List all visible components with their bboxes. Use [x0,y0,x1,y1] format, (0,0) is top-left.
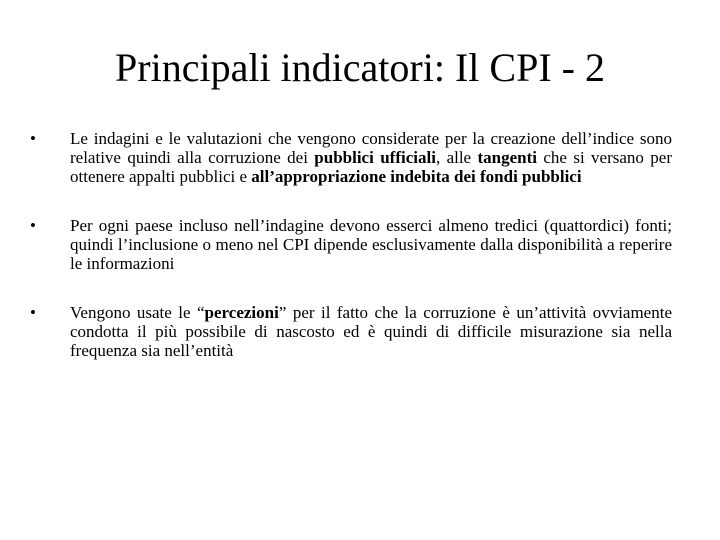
text-segment: che si versano per ottenere appalti pubblici e [70,148,672,186]
bullet-marker: • [30,129,36,148]
text-segment: , alle [435,148,478,167]
bullet-text [70,303,672,360]
bullet-marker: • [30,216,36,235]
bullet-item [30,129,672,186]
bullet-marker: • [30,303,36,322]
bullet-text [70,216,672,273]
bullet-text [70,129,672,186]
text-segment: Per ogni paese incluso nell’indagine devono esserci almeno tredici (quattordici) fonti; quindi l’inclusione o meno nel CPI dipende esclusivamente dalla disponibilità a reperire le informazioni [70,216,672,273]
text-segment: Vengono usate le “ [70,303,205,322]
text-segment: Le indagini e le valutazioni che vengono considerate per la creazione dell’indice sono relative quindi alla corruzione dei [70,129,672,167]
bold-text-segment: pubblici ufficiali [314,148,436,167]
slide-title: Principali indicatori: Il CPI - 2 [115,45,605,90]
text-segment: ” per il fatto che la corruzione è un’attività ovviamente condotta il più possibile di nascosto ed è quindi di difficile misurazione sia nella frequenza sia nell’entità [70,303,672,360]
bold-text-segment: tangenti [477,148,537,167]
bullet-item [30,216,672,273]
bullet-list [30,129,672,360]
bold-text-segment: percezioni [204,303,279,322]
bullet-item [30,303,672,360]
bold-text-segment: all’appropriazione indebita dei fondi pubblici [251,167,582,186]
